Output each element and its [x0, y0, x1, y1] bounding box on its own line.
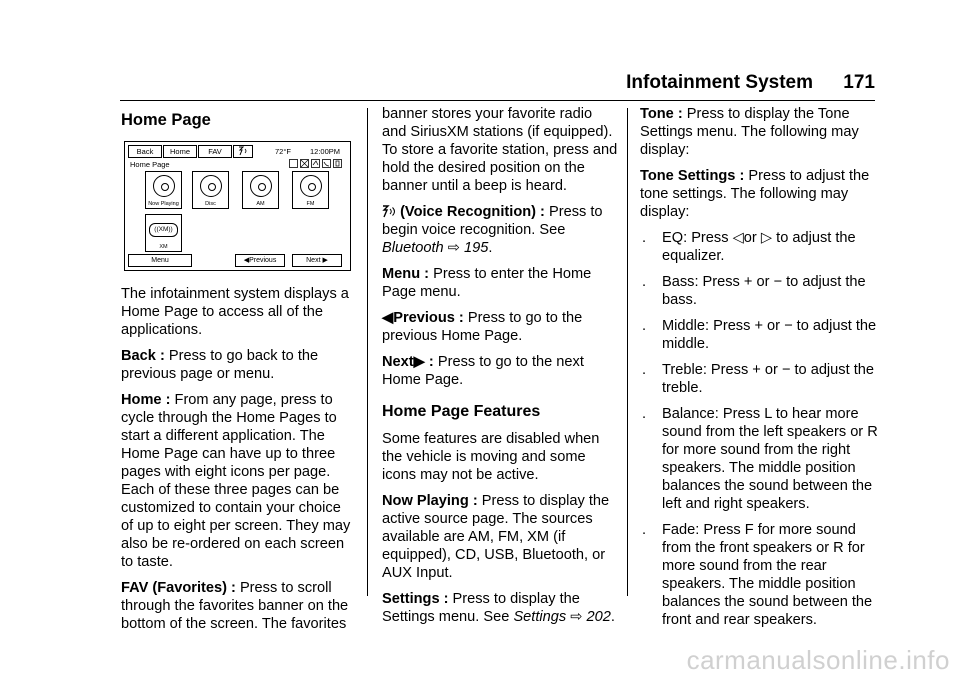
watermark: carmanualsonline.info	[686, 645, 950, 675]
left-triangle-icon: ◁	[732, 230, 744, 246]
bluetooth-page: 195	[464, 240, 489, 256]
next-paragraph: Next▶ : Press to go to the next Home Page.	[382, 354, 584, 388]
home-page-heading: Home Page	[121, 111, 211, 129]
screen-status-icons	[289, 159, 345, 168]
now-playing-paragraph: Now Playing : Press to display the active source page. The sources available are AM, FM, XM (if equipped), CD, USB, Bluetooth, or AUX Input.	[382, 493, 610, 581]
screen-menu-button: Menu	[128, 254, 192, 267]
balance-bullet: . Balance: Press L to hear more sound from the left speakers or R for more sound from the right speakers. The middle position balances the sound between the left and right speakers.	[642, 406, 878, 512]
settings-xref: Settings	[513, 609, 567, 625]
fade-bullet: . Fade: Press F for more sound from the front speakers or R for more sound from the rear speakers. The middle position balances the sound between the front and rear speakers.	[642, 522, 873, 628]
tone-paragraph: Tone : Press to display the Tone Settings menu. The following may display:	[640, 106, 859, 158]
tile-am: AM	[242, 171, 279, 209]
page-header	[120, 70, 875, 101]
column-divider	[627, 108, 628, 596]
fav-continued: banner stores your favorite radio and SiriusXM stations (if equipped). To store a favorite station, press and hold the desired position on the banner until a beep is heard.	[382, 106, 618, 194]
tile-now-playing: Now Playing	[145, 171, 182, 209]
fm-antenna-icon	[300, 175, 322, 197]
column-1	[121, 105, 353, 641]
screen-voice-icon	[233, 145, 253, 158]
middle-bullet: . Middle: Press + or − to adjust the middle.	[642, 318, 877, 352]
right-triangle-icon: ▷	[760, 230, 773, 246]
section-title: Infotainment System	[626, 72, 813, 93]
column-divider	[367, 108, 368, 596]
tile-fm: FM	[292, 171, 329, 209]
screen-page-label: Home Page	[130, 160, 170, 169]
settings-paragraph: Settings : Press to display the Settings menu. See Settings ⇨ 202.	[382, 591, 615, 625]
tile-xm: ((XM)) XM	[145, 214, 182, 252]
screen-back-button: Back	[128, 145, 162, 158]
now-playing-icon	[153, 175, 175, 197]
menu-paragraph: Menu : Press to enter the Home Page menu.	[382, 266, 592, 300]
intro-paragraph: The infotainment system displays a Home Page to access all of the applications.	[121, 286, 349, 338]
am-antenna-icon	[250, 175, 272, 197]
settings-page: 202	[586, 609, 611, 625]
fav-paragraph: FAV (Favorites) : Press to scroll through the favorites banner on the bottom of the screen. The favorites	[121, 580, 349, 632]
home-paragraph: Home : From any page, press to cycle through the Home Pages to start a different application. The Home Page can have up to three pages with eight icons per page. Each of these three pages can be customized to contain your choice of up to eight per screen. They may also be re-ordered on each screen to taste.	[121, 392, 351, 570]
back-paragraph: Back : Press to go back to the previous page or menu.	[121, 348, 319, 382]
xref-arrow-icon: ⇨	[447, 240, 460, 256]
voice-recognition-icon	[382, 204, 396, 220]
column-2	[382, 105, 618, 634]
treble-bullet: . Treble: Press + or − to adjust the treble.	[642, 362, 874, 396]
voice-paragraph: (Voice Recognition) : Press to begin voice recognition. See Bluetooth ⇨ 195.	[382, 204, 603, 256]
page-number: 171	[843, 72, 875, 93]
disc-icon	[200, 175, 222, 197]
previous-arrow-icon: ◀	[382, 310, 394, 326]
screen-next-button: Next ▶	[292, 254, 342, 267]
features-heading: Home Page Features	[382, 403, 541, 420]
xm-logo-icon: ((XM))	[149, 223, 178, 237]
bluetooth-xref: Bluetooth	[382, 240, 444, 256]
screen-previous-button: ◀Previous	[235, 254, 285, 267]
bass-bullet: . Bass: Press + or − to adjust the bass.	[642, 274, 866, 308]
home-page-screen-figure	[124, 141, 351, 271]
screen-time: 12:00PM	[310, 147, 341, 156]
tile-disc: Disc	[192, 171, 229, 209]
features-intro: Some features are disabled when the vehicle is moving and some icons may not be active.	[382, 431, 600, 483]
next-arrow-icon: ▶	[413, 354, 425, 370]
screen-fav-button: FAV	[198, 145, 232, 158]
eq-bullet: . EQ: Press ◁or ▷ to adjust the equalizer.	[642, 230, 856, 264]
previous-paragraph: ◀Previous : Press to go to the previous Home Page.	[382, 310, 583, 344]
xref-arrow-icon: ⇨	[570, 609, 583, 625]
screen-temperature: 72°F	[275, 147, 291, 156]
column-3	[640, 105, 878, 637]
screen-home-button: Home	[163, 145, 197, 158]
tone-settings-paragraph: Tone Settings : Press to adjust the tone settings. The following may display:	[640, 168, 870, 220]
